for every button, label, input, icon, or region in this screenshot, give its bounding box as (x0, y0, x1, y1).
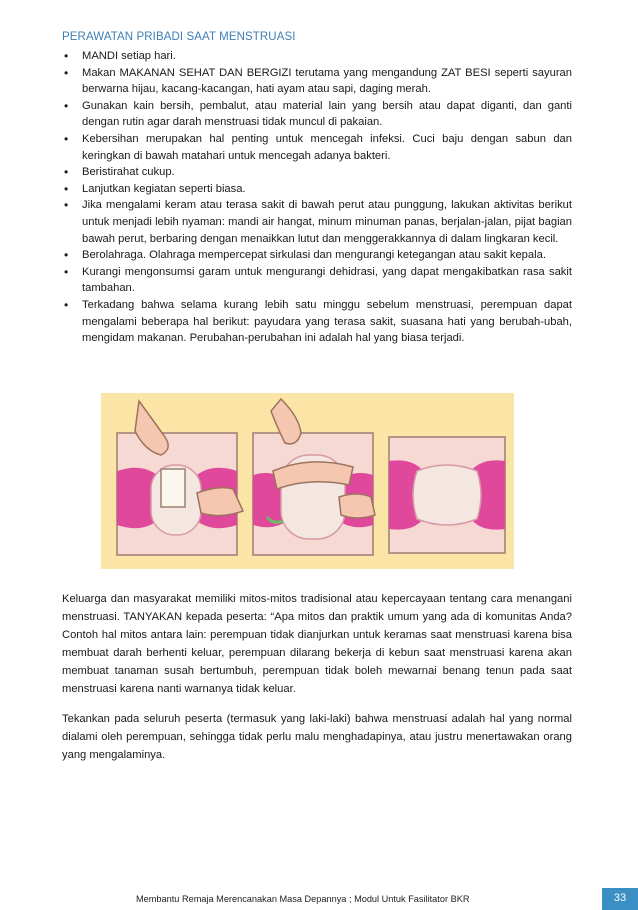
list-item: • Gunakan kain bersih, pembalut, atau material lain yang bersih atau dapat diganti, dan ganti dengan rutin agar darah menstruasi tidak muncul di pakaian. (64, 98, 572, 129)
pad-step-3-panel (389, 437, 505, 553)
bullet-icon: • (64, 98, 69, 113)
bullet-icon: • (64, 49, 69, 63)
section-title: PERAWATAN PRIBADI SAAT MENSTRUASI (62, 31, 296, 43)
list-item: • Beristirahat cukup. (64, 165, 175, 180)
list-item: • Kebersihan merupakan hal penting untuk mencegah infeksi. Cuci baju dengan sabun dan keringkan di bawah matahari untuk mencegah adanya bakteri. (64, 131, 572, 162)
page-number: 33 (602, 888, 638, 910)
bullet-icon: • (64, 297, 69, 312)
bullet-icon: • (64, 198, 69, 213)
bullet-icon: • (64, 264, 69, 279)
care-tips-list (62, 48, 572, 347)
bullet-icon: • (64, 248, 69, 263)
bullet-icon: • (64, 131, 69, 146)
list-item: • MANDI setiap hari. (64, 49, 176, 63)
list-item: • Makan MAKANAN SEHAT DAN BERGIZI terutama yang mengandung ZAT BESI seperti sayuran berwarna hijau, kacang-kacangan, hati ayam atau sapi, daging merah. (64, 65, 572, 96)
page-footer (0, 888, 638, 910)
list-item: • Kurangi mengonsumsi garam untuk mengurangi dehidrasi, yang dapat mengakibatkan rasa sakit tambahan. (64, 264, 572, 295)
list-item: • Jika mengalami keram atau terasa sakit di bawah perut atau punggung, lakukan aktivitas berikut untuk menjadi lebih nyaman: mandi air hangat, minum minuman panas, berjalan-jalan, pijat bagian bawah perut, berbaring dengan menaikkan lutut dan menggerakkannya di dalam lingkaran kecil. (64, 198, 572, 245)
footer-text: Membantu Remaja Merencanakan Masa Depannya ; Modul Untuk Fasilitator BKR (136, 894, 470, 904)
emphasis-paragraph: Tekankan pada seluruh peserta (termasuk yang laki-laki) bahwa menstruasi adalah hal yang normal dialami oleh perempuan, sehingga tidak perlu malu menghadapinya, atau justru menertawakan orang yang mengalaminya. (62, 713, 572, 761)
bullet-icon: • (64, 181, 69, 196)
list-item: • Terkadang bahwa selama kurang lebih satu minggu sebelum menstruasi, perempuan dapat mengalami beberapa hal berikut: payudara yang terasa sakit, suasana hati yang berubah-ubah, mengidam makanan. Perubahan-perubahan ini adalah hal yang biasa terjadi. (64, 297, 572, 345)
sanitary-pad-illustration (101, 393, 514, 569)
myths-paragraph: Keluarga dan masyarakat memiliki mitos-mitos tradisional atau kepercayaan tentang cara menangani menstruasi. TANYAKAN kepada peserta: “Apa mitos dan praktik umum yang ada di komunitas Anda? Contoh hal mitos antara lain: perempuan tidak dianjurkan untuk keramas saat menstruasi karena bisa membuat darah berhenti keluar, perempuan dilarang bekerja di kebun saat menstruasi karena akan membuat tanaman susah bertumbuh, perempuan tidak boleh mewarnai benang tenun pada saat menstruasi karena nanti warnanya tidak keluar. (62, 593, 572, 695)
list-item: • Berolahraga. Olahraga mempercepat sirkulasi dan mengurangi ketegangan atau sakit kepala. (64, 248, 546, 263)
list-item: • Lanjutkan kegiatan seperti biasa. (64, 181, 246, 196)
bullet-icon: • (64, 65, 69, 80)
bullet-icon: • (64, 165, 69, 180)
